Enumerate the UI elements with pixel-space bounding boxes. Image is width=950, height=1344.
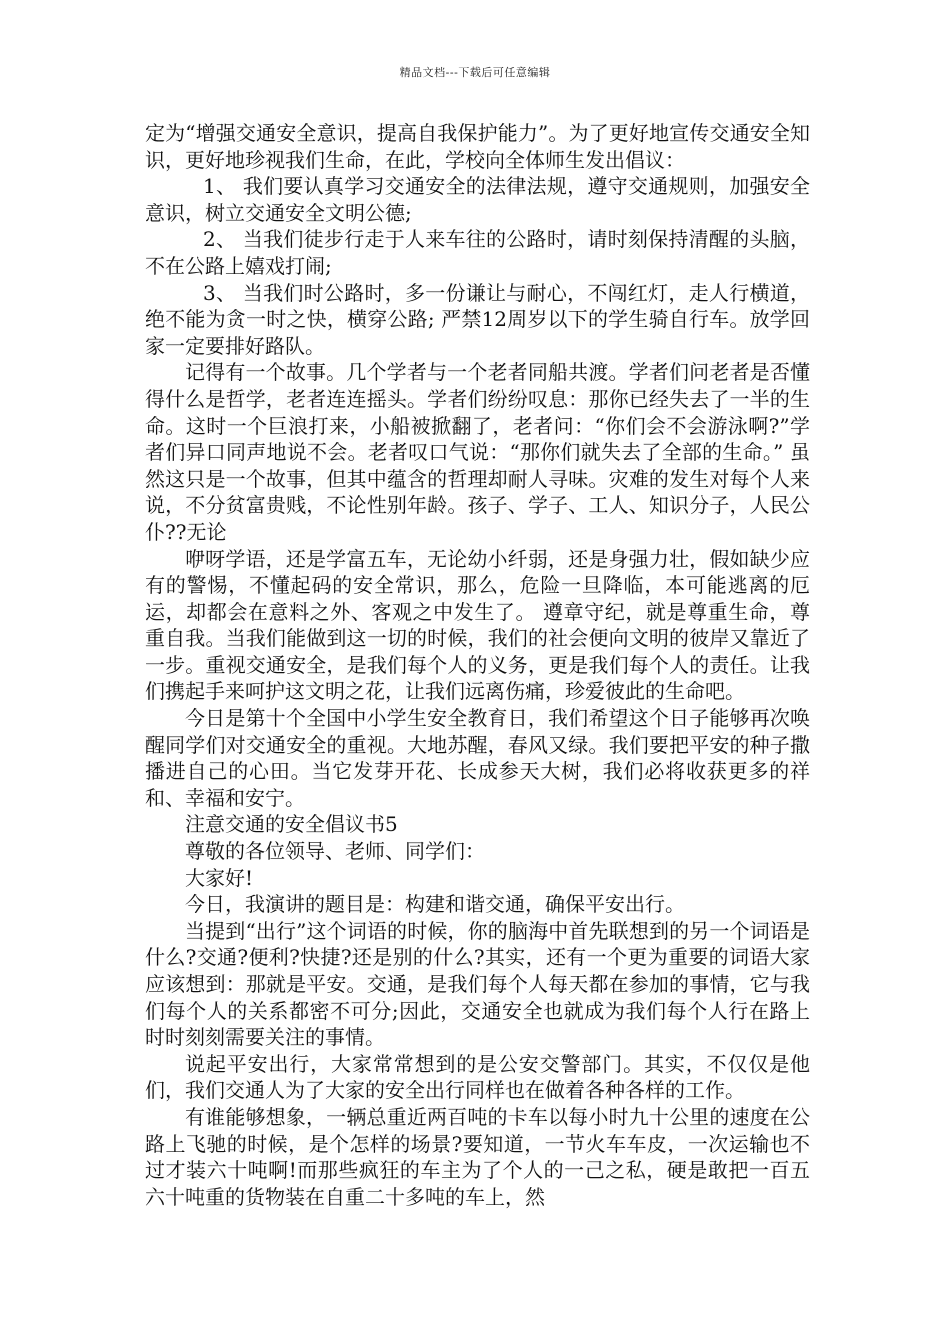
paragraph-story: 记得有一个故事。几个学者与一个老者同船共渡。学者们问老者是否懂得什么是哲学，老者连连摇头。学者们纷纷叹息：那你已经失去了一半的生命。这时一个巨浪打来，小船被掀翻了，老者问：“你们会不会游泳啊?”学者们异口同声地说不会。老者叹口气说：“那你们就失去了全部的生命。” 虽然这只是一个故事，但其中蕴含的哲理却耐人寻味。灾难的发生对每个人来说，不分贫富贵贱，不论性别年龄。孩子、学子、工人、知识分子，人民公仆??无论	[145, 360, 810, 544]
document-body	[145, 120, 810, 1210]
paragraph-safety-awareness: 咿呀学语，还是学富五车，无论幼小纤弱，还是身强力壮，假如缺少应有的警惕，不懂起码的安全常识，那么，危险一旦降临，本可能逃离的厄运，却都会在意料之外、客观之中发生了。 遵章守纪，就是尊重生命，尊重自我。当我们能做到这一切的时候，我们的社会便向文明的彼岸又靠近了一步。重视交通安全，是我们每个人的义务，更是我们每个人的责任。让我们携起手来呵护这文明之花，让我们远离伤痛，珍爱彼此的生命吧。	[145, 546, 810, 704]
section-title: 注意交通的安全倡议书5	[185, 812, 398, 837]
paragraph-travel: 当提到“出行”这个词语的时候，你的脑海中首先联想到的另一个词语是什么?交通?便利?快捷?还是别的什么?其实，还有一个更为重要的词语大家应该想到：那就是平安。交通，是我们每个人每天都在参加的事情，它与我们每个人的关系都密不可分;因此，交通安全也就成为我们每个人行在路上时时刻刻需要关注的事情。	[145, 918, 810, 1050]
paragraph-overload-trucks: 有谁能够想象，一辆总重近两百吨的卡车以每小时九十公里的速度在公路上飞驰的时候，是个怎样的场景?要知道，一节火车车皮，一次运输也不过才装六十吨啊!而那些疯狂的车主为了个人的一己之私，硬是敢把一百五六十吨重的货物装在自重二十多吨的车上，然	[145, 1104, 810, 1209]
greeting: 大家好!	[185, 865, 254, 890]
salutation: 尊敬的各位领导、老师、同学们：	[185, 839, 485, 864]
page-header: 精品文档---下载后可任意编辑	[399, 66, 551, 79]
paragraph-traffic-police: 说起平安出行，大家常常想到的是公安交警部门。其实，不仅仅是他们，我们交通人为了大家的安全出行同样也在做着各种各样的工作。	[145, 1051, 810, 1103]
paragraph-education-day: 今日是第十个全国中小学生安全教育日，我们希望这个日子能够再次唤醒同学们对交通安全的重视。大地苏醒，春风又绿。我们要把平安的种子撒播进自己的心田。当它发芽开花、长成参天大树，我们必将收获更多的祥和、幸福和安宁。	[145, 706, 810, 810]
paragraph-intro-continuation: 定为“增强交通安全意识，提高自我保护能力”。为了更好地宣传交通安全知识，更好地珍视我们生命，在此，学校向全体师生发出倡议：	[145, 121, 810, 172]
speech-topic: 今日，我演讲的题目是：构建和谐交通，确保平安出行。	[185, 892, 685, 917]
proposal-item-3: 3、 当我们时公路时，多一份谦让与耐心，不闯红灯，走人行横道，绝不能为贪一时之快，横穿公路; 严禁12周岁以下的学生骑自行车。放学回家一定要排好路队。	[145, 280, 810, 358]
proposal-item-1: 1、 我们要认真学习交通安全的法律法规，遵守交通规则，加强安全意识，树立交通安全文明公德;	[145, 174, 810, 225]
proposal-item-2: 2、 当我们徒步行走于人来车往的公路时，请时刻保持清醒的头脑，不在公路上嬉戏打闹;	[145, 227, 810, 278]
